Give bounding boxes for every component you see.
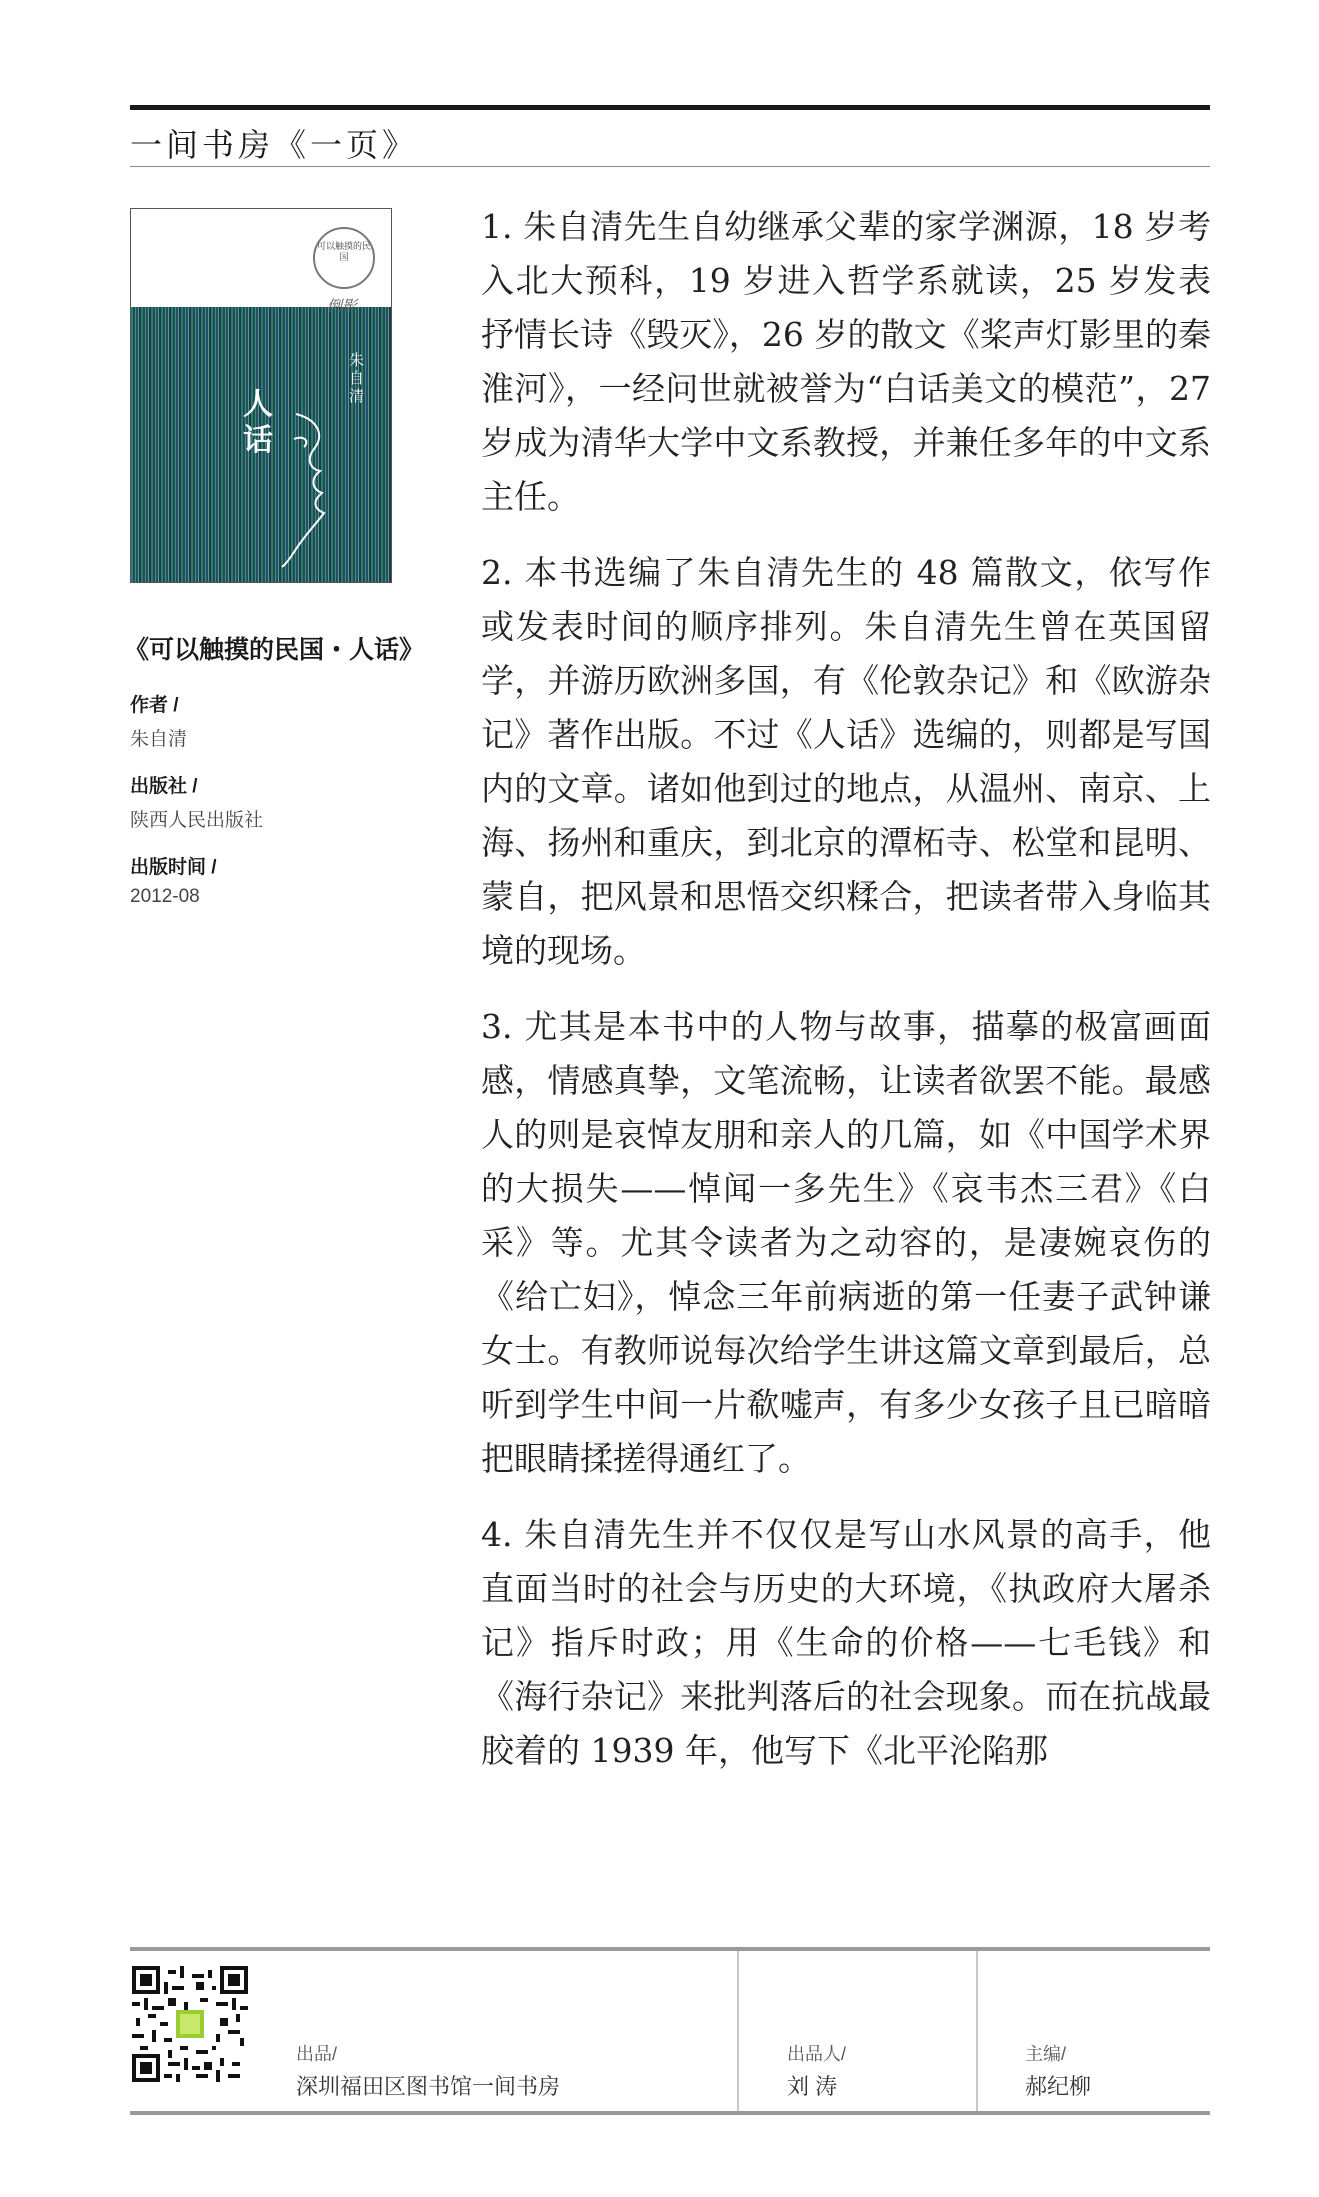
author-value: 朱自清 <box>130 729 188 750</box>
cover-signature: 倒影 <box>327 297 358 315</box>
publisher-label: 出版社 / <box>130 776 198 797</box>
paragraph-2: 2. 本书选编了朱自清先生的 48 篇散文，依写作或发表时间的顺序排列。朱自清先生曾在英国留学，并游历欧洲多国，有《伦敦杂记》和《欧游杂记》著作出版。不过《人话》选编的，则都是写国内的文章。诸如他到过的地点，从温州、南京、上海、扬州和重庆，到北京的潭柘寺、松堂和昆明、蒙自，把风景和思悟交织糅合，把读者带入身临其境的现场。 <box>481 553 1211 970</box>
producer-value: 深圳福田区图书馆一间书房 <box>296 2074 561 2099</box>
header-bottom-rule <box>130 166 1210 167</box>
publisher-person-label: 出品人/ <box>787 2044 847 2064</box>
page-header-title: 一间书房《一页》 <box>130 126 419 164</box>
publisher-person-value: 刘 涛 <box>787 2074 838 2099</box>
cover-author: 朱自清 <box>349 351 365 405</box>
footer-divider <box>737 1951 739 2111</box>
header-top-rule <box>130 105 1210 110</box>
publish-date-value: 2012-08 <box>130 886 200 907</box>
cover-title: 人话 <box>243 387 273 458</box>
footer-divider <box>976 1951 978 2111</box>
publish-date-label: 出版时间 / <box>130 857 217 878</box>
cover-profile-line-drawing <box>276 409 346 569</box>
book-cover-image <box>130 208 392 583</box>
article-body <box>481 200 1211 1800</box>
cover-series-badge <box>313 227 375 289</box>
author-label: 作者 / <box>130 695 179 716</box>
paragraph-1: 1. 朱自清先生自幼继承父辈的家学渊源，18 岁考入北大预科，19 岁进入哲学系就读，25 岁发表抒情长诗《毁灭》，26 岁的散文《桨声灯影里的秦淮河》，一经问世就被誉为“白话美文的模范”，27 岁成为清华大学中文系教授，并兼任多年的中文系主任。 <box>481 207 1211 516</box>
editor-label: 主编/ <box>1025 2044 1067 2064</box>
qr-code-icon <box>132 1966 248 2082</box>
paragraph-3: 3. 尤其是本书中的人物与故事，描摹的极富画面感，情感真挚，文笔流畅，让读者欲罢不能。最感人的则是哀悼友朋和亲人的几篇，如《中国学术界的大损失——悼闻一多先生》《哀韦杰三君》《白采》等。尤其令读者为之动容的，是凄婉哀伤的《给亡妇》，悼念三年前病逝的第一任妻子武钟谦女士。有教师说每次给学生讲这篇文章到最后，总听到学生中间一片欷嘘声，有多少女孩子且已暗暗把眼睛揉搓得通红了。 <box>481 1007 1211 1478</box>
publisher-value: 陕西人民出版社 <box>130 810 264 831</box>
cover-badge-text: 可以触摸的民国 <box>316 241 371 262</box>
editor-value: 郝纪柳 <box>1025 2074 1092 2099</box>
paragraph-4: 4. 朱自清先生并不仅仅是写山水风景的高手，他直面当时的社会与历史的大环境，《执政府大屠杀记》指斥时政；用《生命的价格——七毛钱》和《海行杂记》来批判落后的社会现象。而在抗战最胶着的 1939 年，他写下《北平沦陷那 <box>481 1515 1211 1770</box>
footer-bottom-rule <box>130 2111 1210 2115</box>
producer-label: 出品/ <box>296 2044 338 2064</box>
footer-top-rule <box>130 1947 1210 1951</box>
book-title: 《可以触摸的民国・人话》 <box>124 636 425 664</box>
